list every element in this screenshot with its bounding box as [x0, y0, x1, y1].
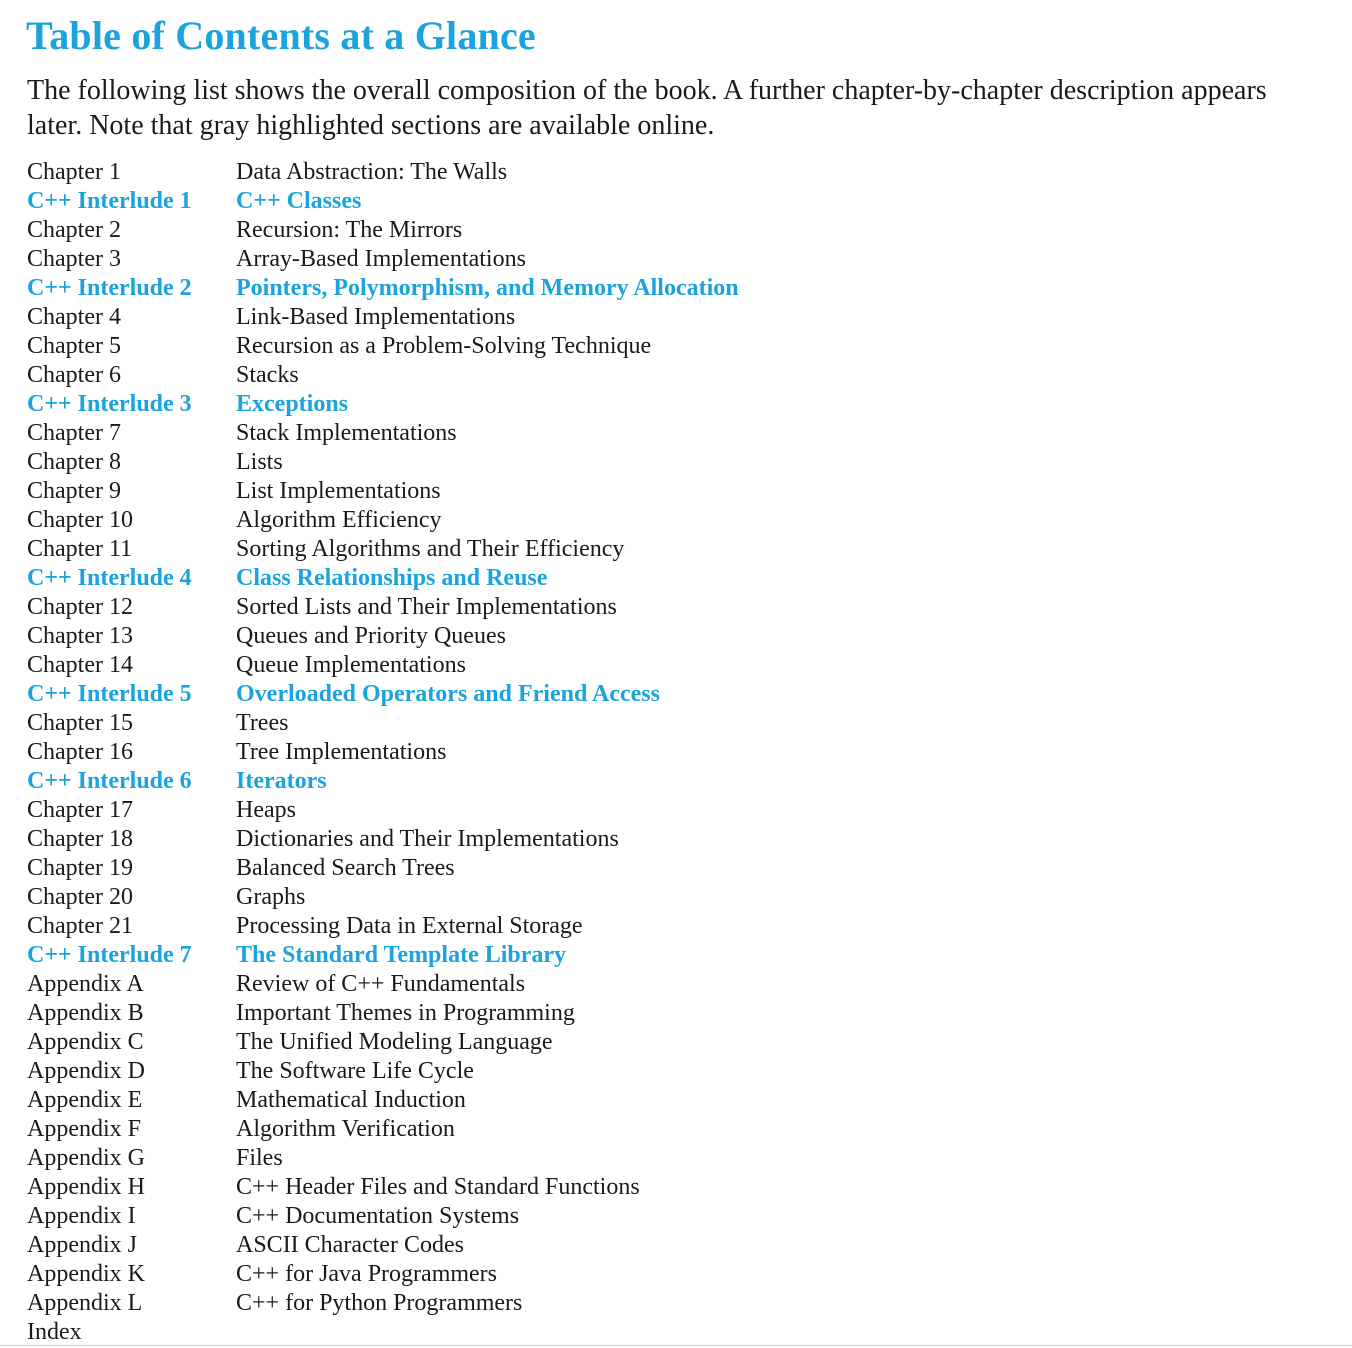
toc-row-interlude: [27, 680, 1327, 709]
toc-entry-label: Chapter 2: [27, 217, 121, 243]
toc-entry-label: Appendix J: [27, 1232, 137, 1258]
toc-entry-title: The Standard Template Library: [236, 942, 567, 968]
toc-entry-label: Chapter 21: [27, 913, 133, 939]
toc-entry-label: Chapter 19: [27, 855, 133, 881]
toc-entry-label: Chapter 8: [27, 449, 121, 475]
toc-row: [27, 1173, 1327, 1202]
toc-row: [27, 1289, 1327, 1318]
toc-entry-label: Chapter 7: [27, 420, 121, 446]
page-bottom-divider: [0, 1345, 1352, 1346]
toc-entry-title: Data Abstraction: The Walls: [236, 159, 508, 185]
toc-row: [27, 622, 1327, 651]
toc-entry-title: Algorithm Efficiency: [236, 507, 442, 533]
toc-row: [27, 1260, 1327, 1289]
toc-entry-label: C++ Interlude 1: [27, 188, 192, 214]
toc-row: [27, 332, 1327, 361]
toc-row: [27, 999, 1327, 1028]
toc-entry-label: Chapter 10: [27, 507, 133, 533]
toc-entry-title: Lists: [236, 449, 283, 475]
toc-entry-label: C++ Interlude 2: [27, 275, 192, 301]
toc-entry-title: The Unified Modeling Language: [236, 1029, 553, 1055]
toc-entry-title: C++ Documentation Systems: [236, 1203, 520, 1229]
toc-entry-label: Chapter 15: [27, 710, 133, 736]
toc-row-interlude: [27, 187, 1327, 216]
toc-entry-label: Chapter 17: [27, 797, 133, 823]
toc-row: [27, 216, 1327, 245]
toc-entry-label: Appendix H: [27, 1174, 145, 1200]
toc-entry-title: Heaps: [236, 797, 296, 823]
toc-row: [27, 825, 1327, 854]
toc-entry-title: Files: [236, 1145, 283, 1171]
toc-row: [27, 854, 1327, 883]
toc-row: [27, 1057, 1327, 1086]
toc-entry-label: Chapter 14: [27, 652, 133, 678]
toc-entry-label: Index: [27, 1319, 82, 1345]
toc-entry-title: C++ for Java Programmers: [236, 1261, 498, 1287]
toc-entry-title: List Implementations: [236, 478, 441, 504]
toc-entry-label: Chapter 12: [27, 594, 133, 620]
toc-entry-title: Recursion as a Problem-Solving Technique: [236, 333, 652, 359]
toc-row: [27, 1086, 1327, 1115]
toc-entry-title: Algorithm Verification: [236, 1116, 455, 1142]
toc-entry-title: Overloaded Operators and Friend Access: [236, 681, 660, 707]
toc-entry-label: Chapter 6: [27, 362, 121, 388]
toc-entry-title: C++ Classes: [236, 188, 362, 214]
toc-entry-label: Appendix F: [27, 1116, 141, 1142]
toc-entry-title: Review of C++ Fundamentals: [236, 971, 526, 997]
toc-row: [27, 419, 1327, 448]
toc-row-interlude: [27, 767, 1327, 796]
toc-row: [27, 709, 1327, 738]
toc-entry-label: C++ Interlude 3: [27, 391, 192, 417]
toc-row: [27, 1144, 1327, 1173]
toc-entry-title: Balanced Search Trees: [236, 855, 455, 881]
toc-row: [27, 651, 1327, 680]
toc-entry-label: Chapter 16: [27, 739, 133, 765]
toc-row: [27, 245, 1327, 274]
toc-entry-title: Mathematical Induction: [236, 1087, 466, 1113]
toc-entry-title: Graphs: [236, 884, 306, 910]
toc-entry-title: Trees: [236, 710, 289, 736]
toc-entry-label: Appendix D: [27, 1058, 145, 1084]
toc-row: [27, 1318, 1327, 1347]
toc-entry-title: Queue Implementations: [236, 652, 466, 678]
toc-entry-title: Sorting Algorithms and Their Efficiency: [236, 536, 625, 562]
toc-entry-title: Iterators: [236, 768, 327, 794]
toc-entry-label: Chapter 11: [27, 536, 133, 562]
intro-paragraph: The following list shows the overall composition of the book. A further chapter-by-chapter description appears later. Note that gray highlighted sections are available online.: [27, 75, 1267, 141]
toc-row: [27, 883, 1327, 912]
toc-entry-label: Appendix E: [27, 1087, 143, 1113]
toc-row-interlude: [27, 390, 1327, 419]
toc-entry-label: C++ Interlude 6: [27, 768, 192, 794]
toc-entry-label: C++ Interlude 7: [27, 942, 192, 968]
toc-entry-title: Exceptions: [236, 391, 349, 417]
toc-entry-title: Processing Data in External Storage: [236, 913, 583, 939]
toc-entry-title: Pointers, Polymorphism, and Memory Allocation: [236, 275, 739, 301]
toc-entry-label: C++ Interlude 4: [27, 565, 192, 591]
toc-entry-label: Chapter 1: [27, 159, 121, 185]
toc-row: [27, 1115, 1327, 1144]
toc-row: [27, 448, 1327, 477]
toc-row: [27, 303, 1327, 332]
toc-entry-label: Chapter 20: [27, 884, 133, 910]
toc-row-interlude: [27, 274, 1327, 303]
toc-entry-title: Recursion: The Mirrors: [236, 217, 463, 243]
toc-entry-title: Stacks: [236, 362, 299, 388]
toc-row: [27, 738, 1327, 767]
toc-entry-title: Important Themes in Programming: [236, 1000, 575, 1026]
toc-row-interlude: [27, 564, 1327, 593]
toc-entry-label: Appendix G: [27, 1145, 145, 1171]
toc-entry-title: Queues and Priority Queues: [236, 623, 506, 649]
toc-list: [27, 158, 1327, 1347]
toc-row: [27, 796, 1327, 825]
toc-entry-title: Stack Implementations: [236, 420, 457, 446]
toc-row: [27, 912, 1327, 941]
toc-entry-label: Appendix I: [27, 1203, 136, 1229]
toc-row: [27, 506, 1327, 535]
toc-row: [27, 1231, 1327, 1260]
toc-entry-label: Chapter 4: [27, 304, 121, 330]
toc-entry-title: Array-Based Implementations: [236, 246, 526, 272]
toc-entry-label: Appendix A: [27, 971, 144, 997]
toc-row: [27, 970, 1327, 999]
toc-row: [27, 1202, 1327, 1231]
toc-entry-title: The Software Life Cycle: [236, 1058, 474, 1084]
toc-entry-title: Tree Implementations: [236, 739, 447, 765]
toc-row: [27, 158, 1327, 187]
toc-row: [27, 1028, 1327, 1057]
toc-entry-title: Sorted Lists and Their Implementations: [236, 594, 617, 620]
toc-entry-label: Chapter 9: [27, 478, 121, 504]
toc-entry-title: ASCII Character Codes: [236, 1232, 464, 1258]
toc-entry-title: Class Relationships and Reuse: [236, 565, 548, 591]
toc-entry-title: C++ Header Files and Standard Functions: [236, 1174, 640, 1200]
toc-entry-label: Chapter 3: [27, 246, 121, 272]
toc-row: [27, 361, 1327, 390]
toc-entry-title: Link-Based Implementations: [236, 304, 516, 330]
toc-row-interlude: [27, 941, 1327, 970]
toc-entry-label: Chapter 13: [27, 623, 133, 649]
toc-row: [27, 477, 1327, 506]
toc-entry-label: Appendix B: [27, 1000, 144, 1026]
toc-entry-title: Dictionaries and Their Implementations: [236, 826, 619, 852]
toc-entry-title: C++ for Python Programmers: [236, 1290, 523, 1316]
toc-entry-label: C++ Interlude 5: [27, 681, 192, 707]
toc-entry-label: Appendix K: [27, 1261, 145, 1287]
toc-entry-label: Appendix C: [27, 1029, 144, 1055]
toc-entry-label: Appendix L: [27, 1290, 143, 1316]
toc-row: [27, 535, 1327, 564]
toc-entry-label: Chapter 5: [27, 333, 121, 359]
toc-entry-label: Chapter 18: [27, 826, 133, 852]
page-title: Table of Contents at a Glance: [26, 13, 536, 58]
toc-row: [27, 593, 1327, 622]
